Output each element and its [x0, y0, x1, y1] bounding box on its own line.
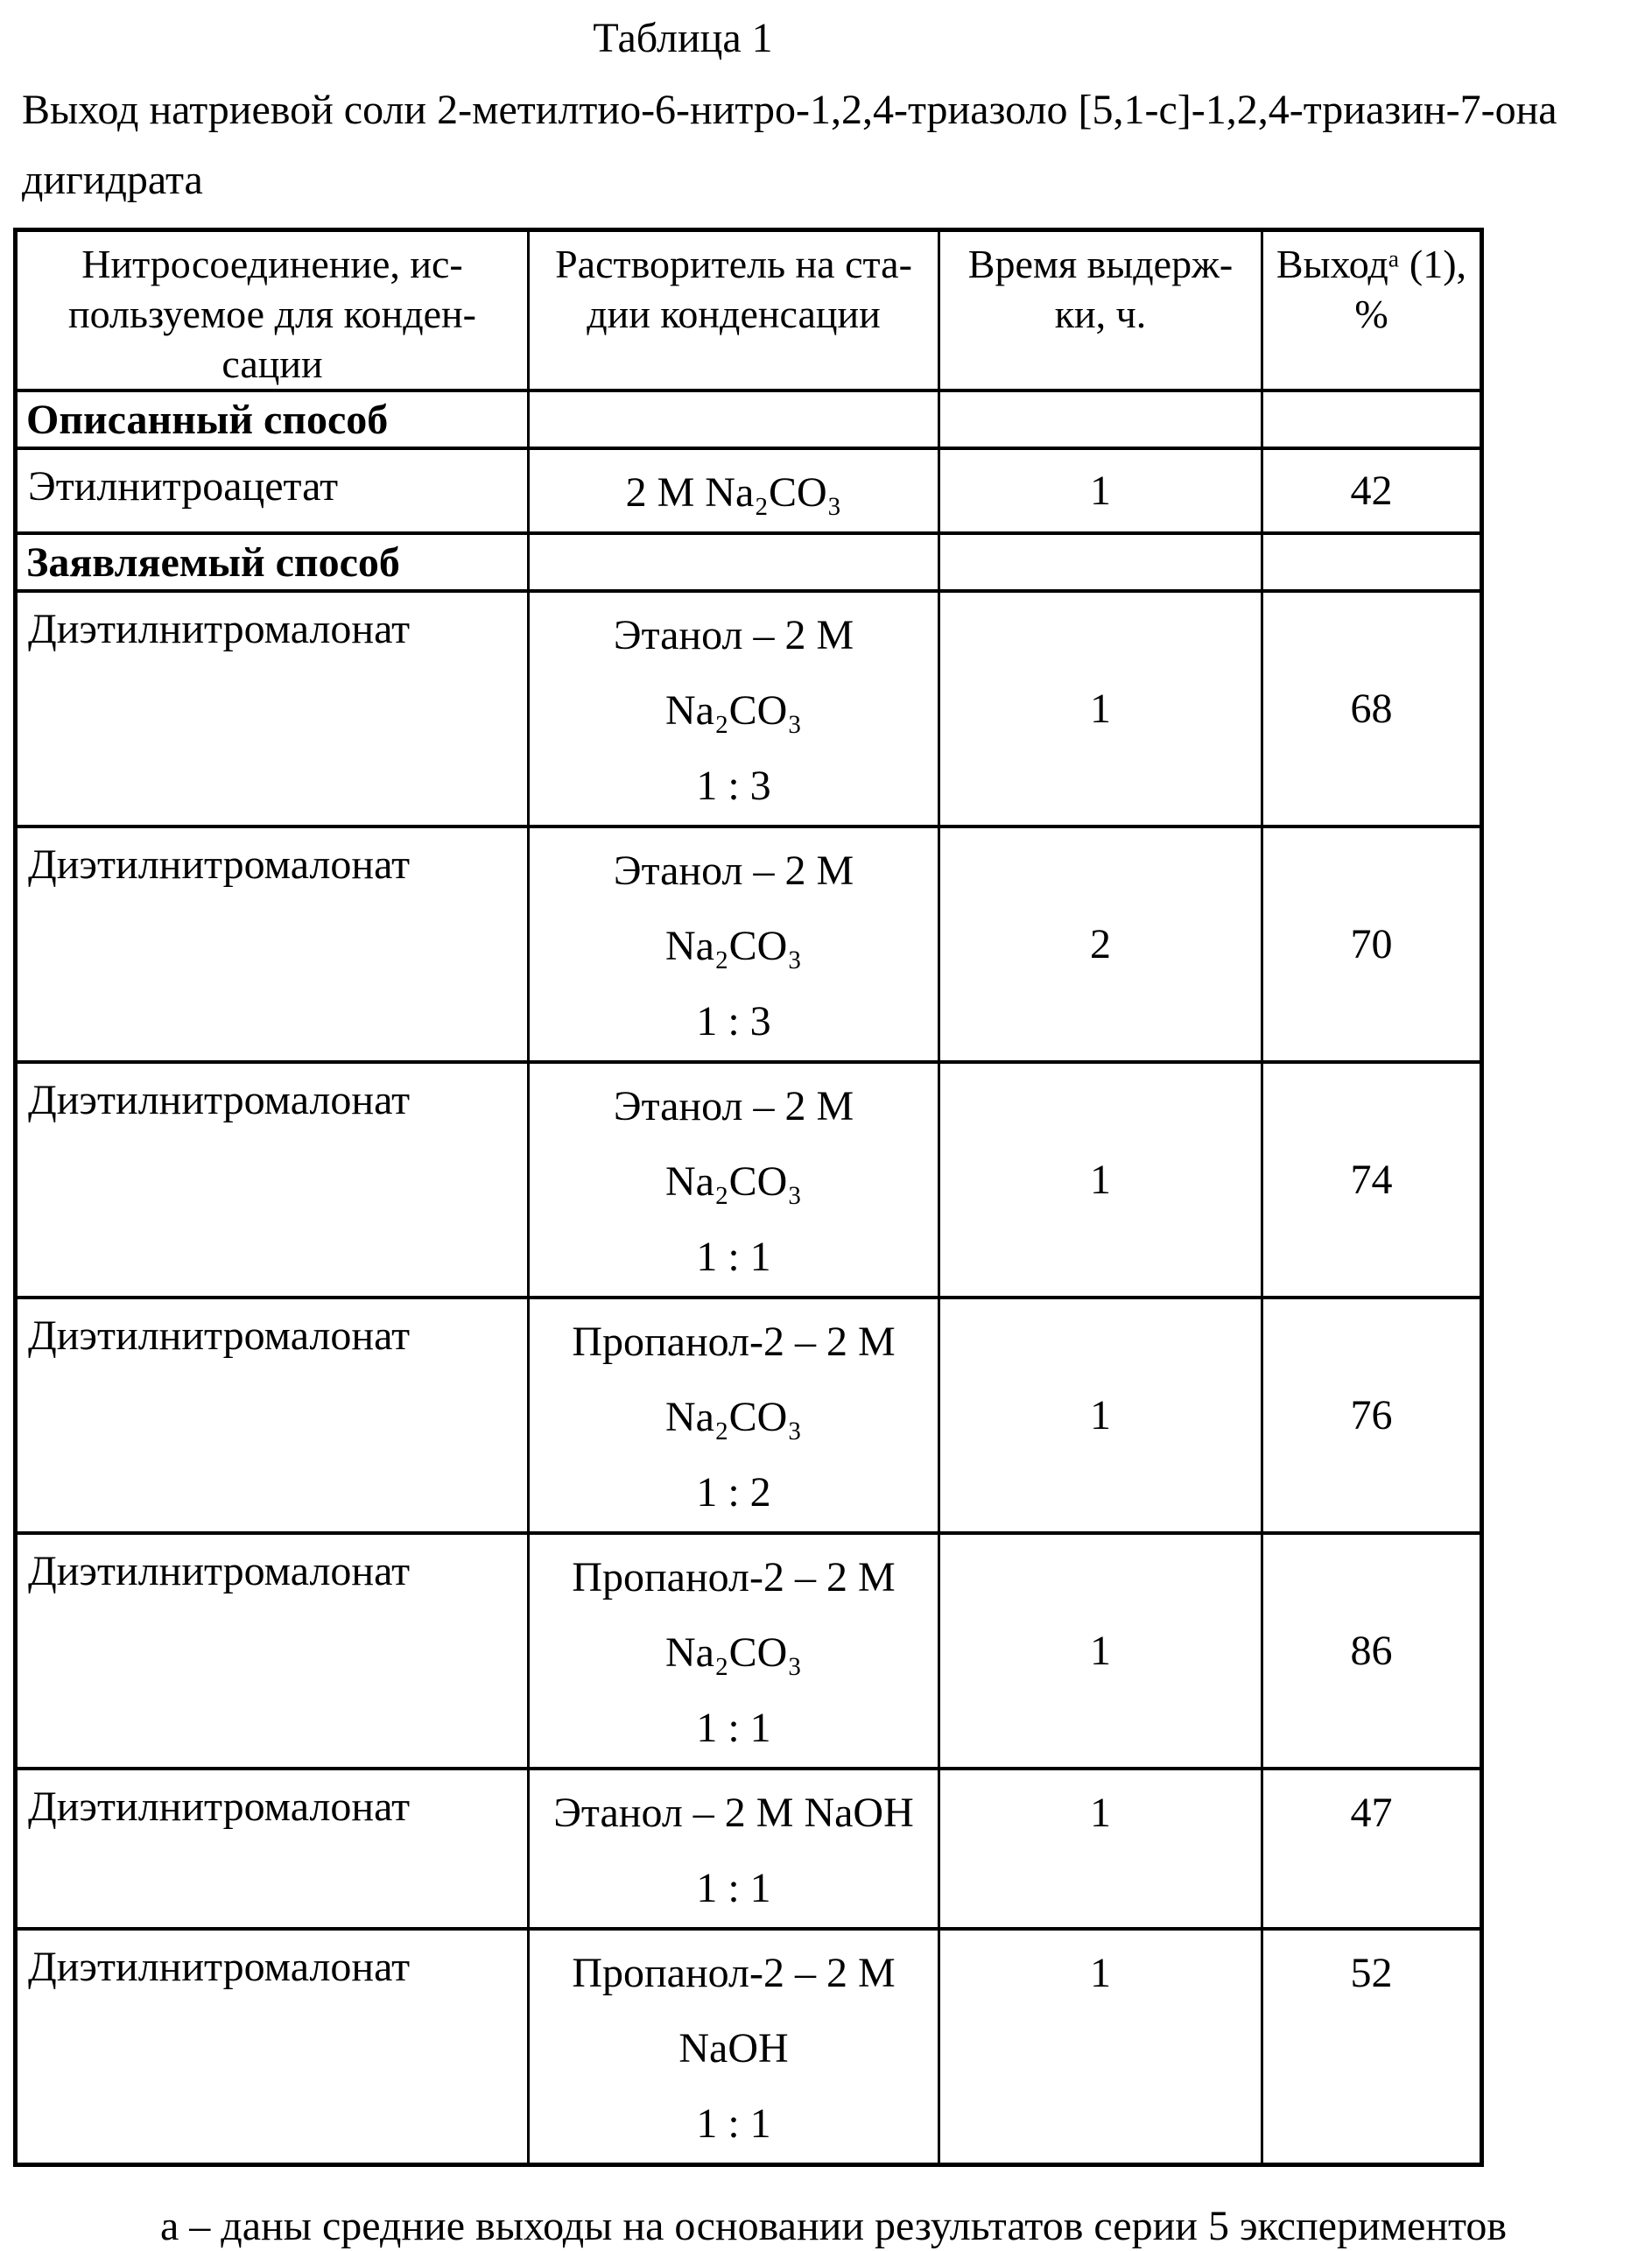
solvent-cell: Этанол – 2 М Na₂CO₃ 1 : 3: [529, 591, 939, 827]
solvent-cell: Пропанол-2 – 2 М Na₂CO₃ 1 : 1: [529, 1533, 939, 1769]
header-yield: Выходᵃ (1), %: [1262, 230, 1482, 391]
time-cell: 1: [939, 1929, 1262, 2165]
solvent-cell: Пропанол-2 – 2 М Na₂CO₃ 1 : 2: [529, 1298, 939, 1533]
compound-cell: Диэтилнитромалонат: [16, 1533, 529, 1769]
compound-cell: Этилнитроацетат: [16, 448, 529, 533]
time-cell: 1: [939, 1062, 1262, 1298]
compound-cell: Диэтилнитромалонат: [16, 1298, 529, 1533]
caption-line-2: дигидрата: [22, 157, 203, 203]
table-row: [16, 1929, 1482, 2165]
table-row: [16, 1533, 1482, 1769]
table-row: [16, 1062, 1482, 1298]
time-cell: 1: [939, 591, 1262, 827]
page-title: Таблица 1: [593, 15, 773, 61]
table-row: [16, 1769, 1482, 1929]
yield-cell: 86: [1262, 1533, 1482, 1769]
header-solvent: Растворитель на ста- дии конденсации: [529, 230, 939, 391]
empty-yield-cell: [1262, 533, 1482, 591]
yield-cell: 76: [1262, 1298, 1482, 1533]
header-nitro-compound: Нитросоединение, ис- пользуемое для конден- сации: [16, 230, 529, 391]
solvent-cell: 2 М Na₂CO₃: [529, 448, 939, 533]
table-row: [16, 1298, 1482, 1533]
yield-cell: 42: [1262, 448, 1482, 533]
table-row: [16, 448, 1482, 533]
compound-cell: Диэтилнитромалонат: [16, 1929, 529, 2165]
empty-solvent-cell: [529, 533, 939, 591]
yield-cell: 68: [1262, 591, 1482, 827]
table-row: [16, 591, 1482, 827]
compound-cell: Диэтилнитромалонат: [16, 1062, 529, 1298]
compound-cell: Диэтилнитромалонат: [16, 591, 529, 827]
compound-cell: Диэтилнитромалонат: [16, 827, 529, 1062]
section-row: [16, 390, 1482, 448]
solvent-cell: Пропанол-2 – 2 М NaOH 1 : 1: [529, 1929, 939, 2165]
section-row: [16, 533, 1482, 591]
caption-line-1: Выход натриевой соли 2-метилтио-6-нитро-1,2,4-триазоло [5,1-с]-1,2,4-триазин-7-она: [22, 87, 1557, 133]
section-label: Заявляемый способ: [16, 533, 529, 591]
table-row: [16, 827, 1482, 1062]
yield-cell: 74: [1262, 1062, 1482, 1298]
time-cell: 1: [939, 1533, 1262, 1769]
time-cell: 1: [939, 1769, 1262, 1929]
empty-solvent-cell: [529, 390, 939, 448]
compound-cell: Диэтилнитромалонат: [16, 1769, 529, 1929]
empty-yield-cell: [1262, 390, 1482, 448]
footnote: а – даны средние выходы на основании результатов серии 5 экспериментов: [160, 2203, 1508, 2249]
results-table: [13, 228, 1484, 2167]
solvent-cell: Этанол – 2 М NaOH 1 : 1: [529, 1769, 939, 1929]
solvent-cell: Этанол – 2 М Na₂CO₃ 1 : 1: [529, 1062, 939, 1298]
table-caption: [22, 75, 1647, 215]
time-cell: 1: [939, 448, 1262, 533]
time-cell: 1: [939, 1298, 1262, 1533]
empty-time-cell: [939, 533, 1262, 591]
section-label: Описанный способ: [16, 390, 529, 448]
empty-time-cell: [939, 390, 1262, 448]
header-row: [16, 230, 1482, 391]
yield-cell: 47: [1262, 1769, 1482, 1929]
yield-cell: 52: [1262, 1929, 1482, 2165]
header-time: Время выдерж- ки, ч.: [939, 230, 1262, 391]
time-cell: 2: [939, 827, 1262, 1062]
solvent-cell: Этанол – 2 М Na₂CO₃ 1 : 3: [529, 827, 939, 1062]
yield-cell: 70: [1262, 827, 1482, 1062]
